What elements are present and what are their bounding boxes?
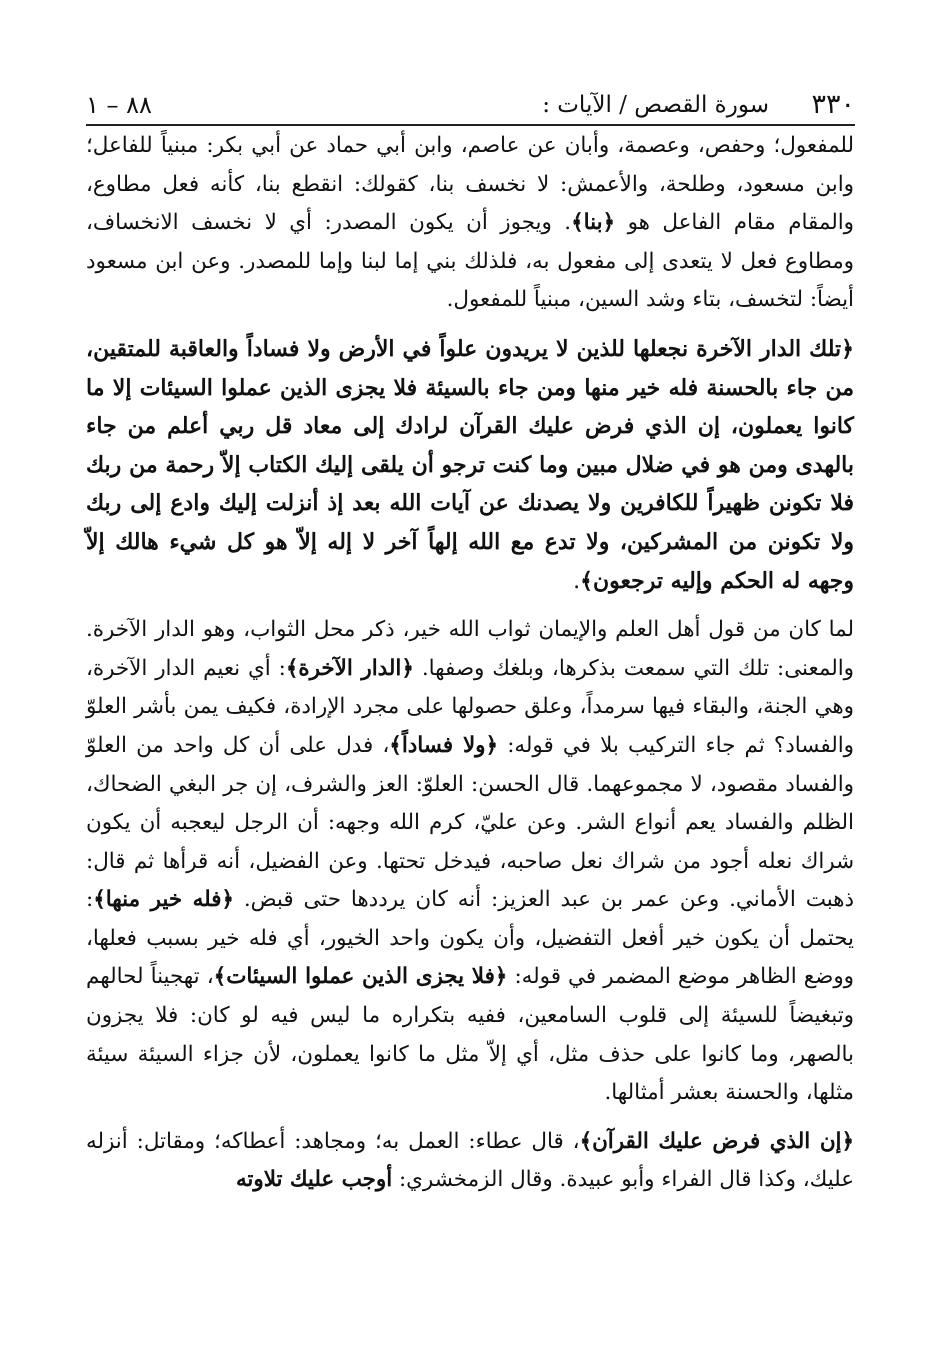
paragraph-text: لما كان من قول أهل العلم والإيمان ثواب الله خير، ذكر محل الثواب، وهو الدار الآخرة. والمعنى: تلك التي سمعت بذكرها، وبلغك وصفها. — [86, 617, 854, 681]
paragraph — [86, 611, 854, 1113]
quran-quote: ﴿إن الذي فرض عليك القرآن﴾ — [579, 1128, 854, 1154]
paragraph — [86, 1123, 854, 1200]
paragraph-text: ، تهجيناً لحالهم وتبغيضاً للسيئة إلى قلوب السامعين، ففيه بتكراره ما ليس فيه لو كان: فلا يجزون بالصهر، وما كانوا على حذف مثل، أي إلاّ مثل ما كانوا يعملون، لأن جزاء السيئة سيئة مثلها، والحسنة بعشر أمثالها. — [86, 964, 854, 1106]
verse-range: ٨٨ – ١ — [86, 91, 152, 119]
quran-quote: ﴿الدار الآخرة﴾ — [285, 655, 414, 681]
quran-quote: ﴿فله خير منها﴾ — [93, 887, 234, 913]
paragraph-text: . — [573, 568, 581, 594]
quran-quote: ﴿ولا فساداً﴾ — [389, 732, 499, 758]
paragraph-text: للمفعول؛ وحفص، وعصمة، وأبان عن عاصم، وابن أبي حماد عن أبي بكر: مبنياً للفاعل؛ وابن مسعود، وطلحة، والأعمش: لا نخسف بنا، كقولك: انقطع بنا، كأنه فعل مطاوع، والمقام مقام الفاعل هو — [86, 133, 854, 236]
running-title: سورة القصص / الآيات : — [542, 92, 769, 118]
paragraph-text: : يحتمل أن يكون خير أفعل التفضيل، وأن يكون واحد الخيور، أي فله خير بسبب فعلها، ووضع الظاهر موضع المضمر في قوله: — [86, 887, 854, 990]
page-header — [86, 80, 855, 126]
header-rule — [86, 124, 855, 126]
quran-verse-text: ﴿تلك الدار الآخرة نجعلها للذين لا يريدون علواً في الأرض ولا فساداً والعاقبة للمتقين، من جاء بالحسنة فله خير منها ومن جاء بالسيئة فلا يجزى الذين عملوا السيئات إلا ما كانوا يعملون، إن الذي فرض عليك القرآن لرادك إلى معاد قل ربي أعلم من جاء بالهدى ومن هو في ضلال مبين وما كنت ترجو أن يلقى إليك الكتاب إلاّ رحمة من ربك فلا تكونن ظهيراً للكافرين ولا يصدنك عن آيات الله بعد إذ أنزلت إليك وادع إلى ربك ولا تكونن من المشركين، ولا تدع مع الله إلهاً آخر لا إله إلاّ هو كل شيء هالك إلاّ وجهه له الحكم وإليه ترجعون﴾ — [86, 335, 854, 594]
paragraph — [86, 127, 854, 320]
paragraph-text: . ويجوز أن يكون المصدر: أي لا نخسف الانخساف، ومطاوع فعل لا يتعدى إلى مفعول به، فلذلك بني إما لبنا وإما للمصدر. وعن ابن مسعود أيضاً: لتخسف، بتاء وشد السين، مبنياً للمفعول. — [86, 210, 854, 313]
paragraph-text: ، فدل على أن كل واحد من العلوّ والفساد مقصود، لا مجموعهما. قال الحسن: العلوّ: العز والشرف، إن جر البغي الضحاك، الظلم والفساد يعم أنواع الشر. وعن عليّ، كرم الله وجهه: أن الرجل ليعجبه أن يكون شراك نعله أجود من شراك نعل صاحبه، فيدخل تحتها. وعن الفضيل، أنه قرأها ثم قال: ذهبت الأماني. وعن عمر بن عبد العزيز: أنه كان يرددها حتى قبض. — [86, 732, 854, 913]
quoted-phrase: أوجب عليك تلاوته — [235, 1167, 393, 1193]
page-body — [86, 127, 854, 1200]
paragraph-text: ، قال عطاء: العمل به؛ ومجاهد: أعطاكه؛ ومقاتل: أنزله عليك، وكذا قال الفراء وأبو عبيدة. وقال الزمخشري: — [86, 1128, 854, 1193]
page-number: ٣٣٠ — [811, 89, 855, 120]
paragraph-text: : أي نعيم الدار الآخرة، وهي الجنة، والبقاء فيها سرمداً، وعلق حصولها على مجرد الإرادة، فكيف يمن بأشر العلوّ والفساد؟ ثم جاء التركيب بلا في قوله: — [86, 655, 854, 758]
quran-quote: ﴿فلا يجزى الذين عملوا السيئات﴾ — [213, 964, 508, 990]
quran-verse-block — [86, 330, 854, 601]
quran-quote: ﴿بنا﴾ — [571, 210, 616, 236]
